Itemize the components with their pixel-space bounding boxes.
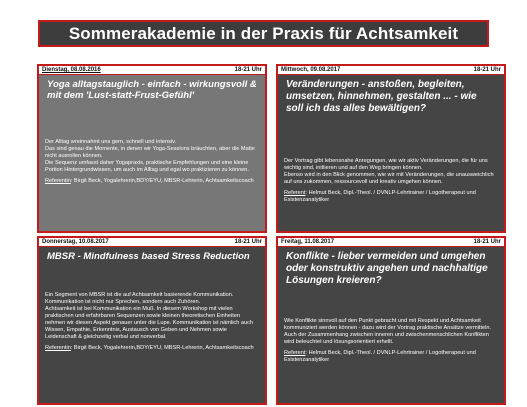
event-time: 18-21 Uhr <box>234 239 262 245</box>
event-paragraph: Kommunikation ist nicht nur Sprechen, sondern auch Zuhören. <box>45 299 201 305</box>
event-speaker <box>284 190 498 204</box>
speaker-label: Referentin <box>45 345 71 351</box>
header-banner <box>38 20 489 47</box>
event-date-bar <box>278 66 504 75</box>
event-paragraph: Ebenso wird in den Blick genommen, wie wir mit Veränderungen, die unausweichlich auf uns zukommen, ressourcevoll und kreativ umgehen können. <box>284 172 494 185</box>
event-paragraph: Die Sequenz umfasst daher Yogapraxis, praktische Empfehlungen und eine kleine Portion Hintergrundwissen, um auch im Alltag und egal wo praktizieren zu können. <box>45 160 249 173</box>
event-date: Donnerstag, 10.08.2017 <box>42 239 109 245</box>
event-paragraph: Der Vortrag gibt lebensnahe Anregungen, wie wir aktiv Veränderungen, die für uns wichtig sind, initiieren und auf den Weg bringen können. <box>284 158 488 171</box>
speaker-label: Referent <box>284 190 306 196</box>
event-card-tuesday <box>37 64 267 233</box>
event-title: MBSR - Mindfulness based Stress Reduction <box>47 251 250 262</box>
event-card-wednesday <box>276 64 506 233</box>
event-description <box>45 292 259 352</box>
page-title: Sommerakademie in der Praxis für Achtsamkeit <box>68 23 459 43</box>
event-speaker <box>284 350 498 364</box>
event-title: Veränderungen - anstoßen, begleiten, umsetzen, hinnehmen, gestalten ... - wie soll ich das alles bewältigen? <box>286 79 477 114</box>
event-title: Yoga alltagstauglich - einfach - wirkungsvoll & mit dem 'Lust-statt-Frust-Gefühl' <box>47 79 257 101</box>
event-description <box>45 139 259 185</box>
event-time: 18-21 Uhr <box>473 67 501 73</box>
event-speaker <box>45 178 259 185</box>
event-date: Freitag, 11.08.2017 <box>281 239 335 245</box>
event-paragraph: Der Alltag wreinnahmt uns gern, schnell und intensiv. <box>45 139 177 145</box>
event-paragraph: Achtsamkeit ist bei Kommunikation ein Muß. In diesem Workshop mit vielen praktischen und erfahrbaren Sequenzen sowie kleinen theoretischen Einheiten nehmen wir diesen Aspekt genauer unter die Lupe. Kommunikation ist nämlich auch Wissen, Empathie, Erkenntnis, Austausch von Geben und Nehmen sowie Leidenschaft & gleichzeitig verbal und nonverbal. <box>45 306 254 340</box>
event-paragraph: Wie Konflikte sinnvoll auf den Punkt gebracht und mit Respekt und Achtsamkeit kommuniziert werden können - dazu wird der Vortrag praktische Ansätze vermitteln. <box>284 318 492 331</box>
event-date-bar <box>278 238 504 247</box>
event-paragraph: Das sind genau die Momente, in denen wir Yoga-Sessions bräuchten, aber die Matte nicht ausrollen können. <box>45 146 255 159</box>
event-card-friday <box>276 236 506 405</box>
event-paragraph: Ein Segment von MBSR ist die auf Achtsamkeit basierende Kommunikation. <box>45 292 234 298</box>
event-time: 18-21 Uhr <box>234 67 262 73</box>
event-title: Konflikte - lieber vermeiden und umgehen oder konstruktiv angehen und nachhaltige Lösungen kreieren? <box>286 251 488 286</box>
event-date-bar <box>39 238 265 247</box>
event-date: Dienstag, 08.08.2016 <box>42 67 101 73</box>
event-speaker <box>45 345 259 352</box>
speaker-label: Referent <box>284 350 306 356</box>
event-description <box>284 318 498 364</box>
speaker-name: : Birgit Beck, Yogalehrerin,BDY/EYU, MBSR-Lehrerin, Achtsamkeitscoach <box>70 178 254 184</box>
event-card-thursday <box>37 236 267 405</box>
speaker-name: : Helmut Beck, Dipl.-Theol. / DVNLP-Lehrtrainer / Logotherapeut und Existenzanalytiker <box>284 190 476 203</box>
event-date-bar <box>39 66 265 75</box>
speaker-name: : Helmut Beck, Dipl.-Theol. / DVNLP-Lehrtrainer / Logotherapeut und Existenzanalytiker <box>284 350 476 363</box>
event-paragraph: Auch der Zusammenhang zwischen inneren und zwischenmenschlichen Konflikten wird beleuchtet und lösungsorientiert erhellt. <box>284 332 489 345</box>
speaker-name: : Birgit Beck, Yogalehrerin,BDY/EYU, MBSR-Lehrerin, Achtsamkeitscoach <box>70 345 254 351</box>
event-date: Mittwoch, 09.08.2017 <box>281 67 341 73</box>
speaker-label: Referentin <box>45 178 71 184</box>
event-description <box>284 158 498 204</box>
event-time: 18-21 Uhr <box>473 239 501 245</box>
